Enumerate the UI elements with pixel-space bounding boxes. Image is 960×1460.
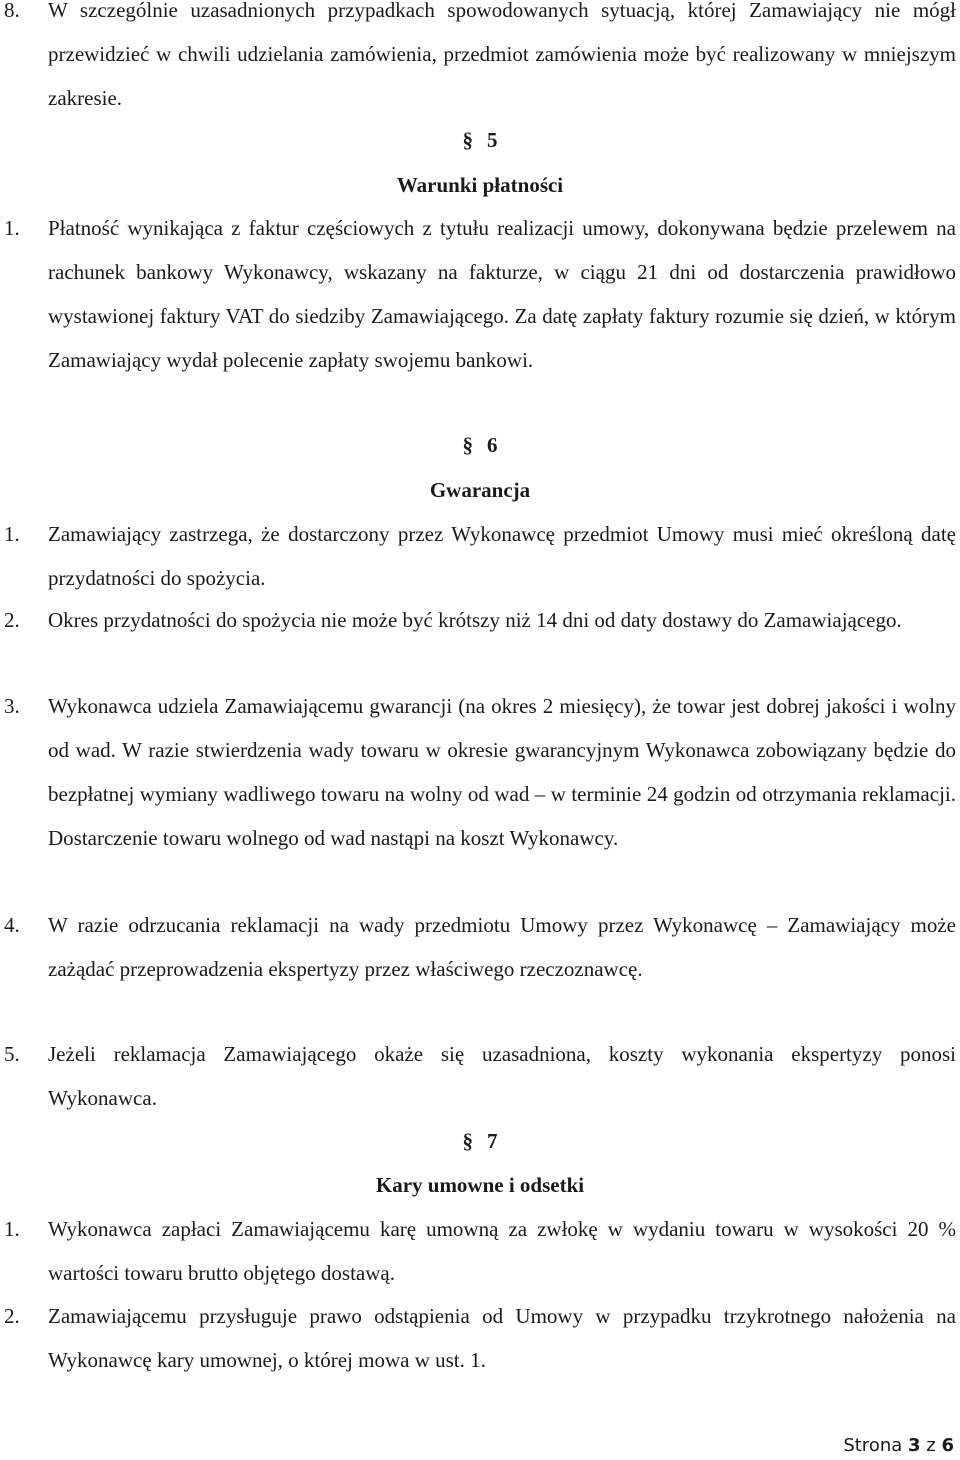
item-text: Jeżeli reklamacja Zamawiającego okaże się uzasadniona, koszty wykonania ekspertyzy ponosi Wykonawca.: [48, 1042, 956, 1110]
list-item: [0, 1294, 956, 1382]
page-footer: [843, 1433, 954, 1459]
item-text: Wykonawca udziela Zamawiającemu gwarancji (na okres 2 miesięcy), że towar jest dobrej jakości i wolny od wad. W razie stwierdzenia wady towaru w okresie gwarancyjnym Wykonawca zobowiązany będzie do bezpłatnej wymiany wadliwego towaru na wolny od wad – w terminie 24 godzin od otrzymania reklamacji. Dostarczenie towaru wolnego od wad nastąpi na koszt Wykonawcy.: [48, 694, 956, 850]
list-item: [0, 0, 956, 120]
list-item: [0, 903, 956, 991]
item-number: 8.: [4, 0, 20, 22]
section-number: [0, 1126, 960, 1156]
page-label: Strona: [843, 1435, 903, 1456]
page-of-label: z: [926, 1435, 936, 1456]
list-item: [0, 512, 956, 600]
item-number: 1.: [4, 216, 20, 240]
section-sign: §: [462, 128, 473, 152]
section-title: Kary umowne i odsetki: [375, 1173, 585, 1197]
item-number: 3.: [4, 694, 20, 718]
list-item: [0, 1207, 956, 1295]
item-number: 5.: [4, 1042, 20, 1066]
section-title: Gwarancja: [429, 478, 531, 502]
item-text: Zamawiającemu przysługuje prawo odstąpienia od Umowy w przypadku trzykrotnego nałożenia na Wykonawcę kary umownej, o której mowa w ust. 1.: [48, 1304, 956, 1372]
section-number: [0, 125, 960, 155]
item-text: Zamawiający zastrzega, że dostarczony przez Wykonawcę przedmiot Umowy musi mieć określoną datę przydatności do spożycia.: [48, 522, 956, 590]
item-number: 1.: [4, 1217, 20, 1241]
list-item: [0, 1032, 956, 1120]
current-page-number: 3: [908, 1435, 921, 1456]
section-number-value: 5: [487, 128, 498, 152]
list-item: [0, 684, 956, 860]
item-text: Okres przydatności do spożycia nie może być krótszy niż 14 dni od daty dostawy do Zamawiającego.: [48, 608, 902, 632]
section-sign: §: [462, 433, 473, 457]
item-number: 1.: [4, 522, 20, 546]
section-number-value: 7: [487, 1129, 498, 1153]
item-number: 2.: [4, 1304, 20, 1328]
item-text: W szczególnie uzasadnionych przypadkach spowodowanych sytuacją, której Zamawiający nie mógł przewidzieć w chwili udzielania zamówienia, przedmiot zamówienia może być realizowany w mniejszym zakresie.: [48, 0, 956, 110]
total-page-number: 6: [941, 1435, 954, 1456]
list-item: [0, 598, 956, 642]
list-item: [0, 206, 956, 382]
item-number: 2.: [4, 608, 20, 632]
section-title: Warunki płatności: [396, 173, 564, 197]
item-text: Wykonawca zapłaci Zamawiającemu karę umowną za zwłokę w wydaniu towaru w wysokości 20 % wartości towaru brutto objętego dostawą.: [48, 1217, 956, 1285]
item-text: W razie odrzucania reklamacji na wady przedmiotu Umowy przez Wykonawcę – Zamawiający może zażądać przeprowadzenia ekspertyzy przez właściwego rzeczoznawcę.: [48, 913, 956, 981]
item-number: 4.: [4, 913, 20, 937]
item-text: Płatność wynikająca z faktur częściowych z tytułu realizacji umowy, dokonywana będzie przelewem na rachunek bankowy Wykonawcy, wskazany na fakturze, w ciągu 21 dni od dostarczenia prawidłowo wystawionej faktury VAT do siedziby Zamawiającego. Za datę zapłaty faktury rozumie się dzień, w którym Zamawiający wydał polecenie zapłaty swojemu bankowi.: [48, 216, 956, 372]
section-number-value: 6: [487, 433, 498, 457]
section-number: [0, 430, 960, 460]
section-sign: §: [462, 1129, 473, 1153]
